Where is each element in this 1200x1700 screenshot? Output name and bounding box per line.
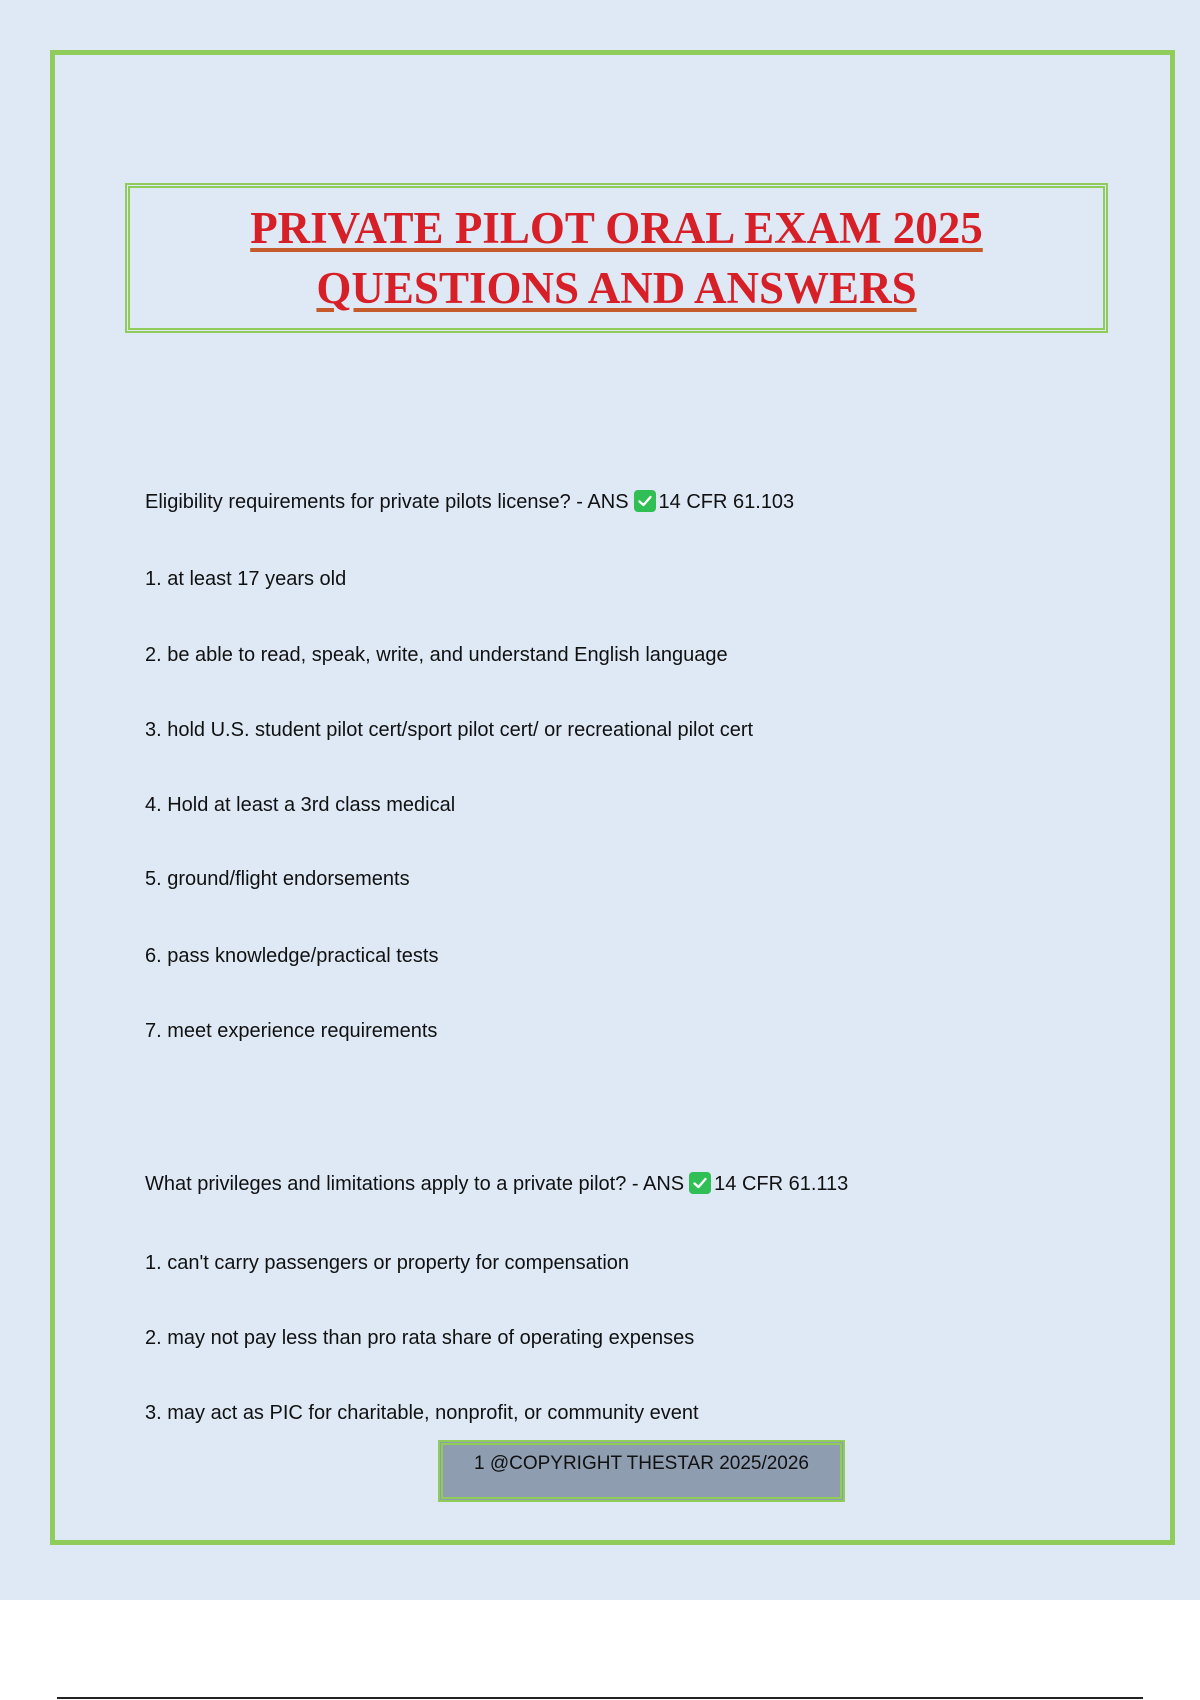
title-line-1: PRIVATE PILOT ORAL EXAM 2025 <box>250 203 983 253</box>
list-item: 3. may act as PIC for charitable, nonprofit, or community event <box>145 1402 699 1424</box>
question-1-answer-ref: 14 CFR 61.103 <box>658 491 795 513</box>
question-2 <box>145 1171 848 1197</box>
list-item: 4. Hold at least a 3rd class medical <box>145 794 456 816</box>
list-item: 1. at least 17 years old <box>145 568 347 590</box>
title-line-2: QUESTIONS AND ANSWERS <box>316 263 917 313</box>
list-item: 7. meet experience requirements <box>145 1020 438 1042</box>
question-2-text: What privileges and limitations apply to a private pilot? - ANS <box>145 1173 685 1195</box>
check-mark-icon <box>634 490 656 512</box>
list-item: 2. be able to read, speak, write, and understand English language <box>145 644 728 666</box>
question-2-answer-ref: 14 CFR 61.113 <box>714 1173 849 1195</box>
list-item: 5. ground/flight endorsements <box>145 868 410 890</box>
list-item: 2. may not pay less than pro rata share of operating expenses <box>145 1327 695 1349</box>
question-1 <box>145 489 794 515</box>
check-mark-icon <box>689 1172 711 1194</box>
list-item: 6. pass knowledge/practical tests <box>145 945 439 967</box>
bottom-divider <box>57 1697 1143 1699</box>
list-item: 1. can't carry passengers or property for compensation <box>145 1252 630 1274</box>
title-box <box>125 183 1108 333</box>
footer-copyright-text: 1 @COPYRIGHT THESTAR 2025/2026 <box>473 1453 810 1474</box>
list-item: 3. hold U.S. student pilot cert/sport pilot cert/ or recreational pilot cert <box>145 719 754 741</box>
question-1-text: Eligibility requirements for private pilots license? - ANS <box>145 491 629 513</box>
footer-copyright-box <box>438 1440 845 1502</box>
